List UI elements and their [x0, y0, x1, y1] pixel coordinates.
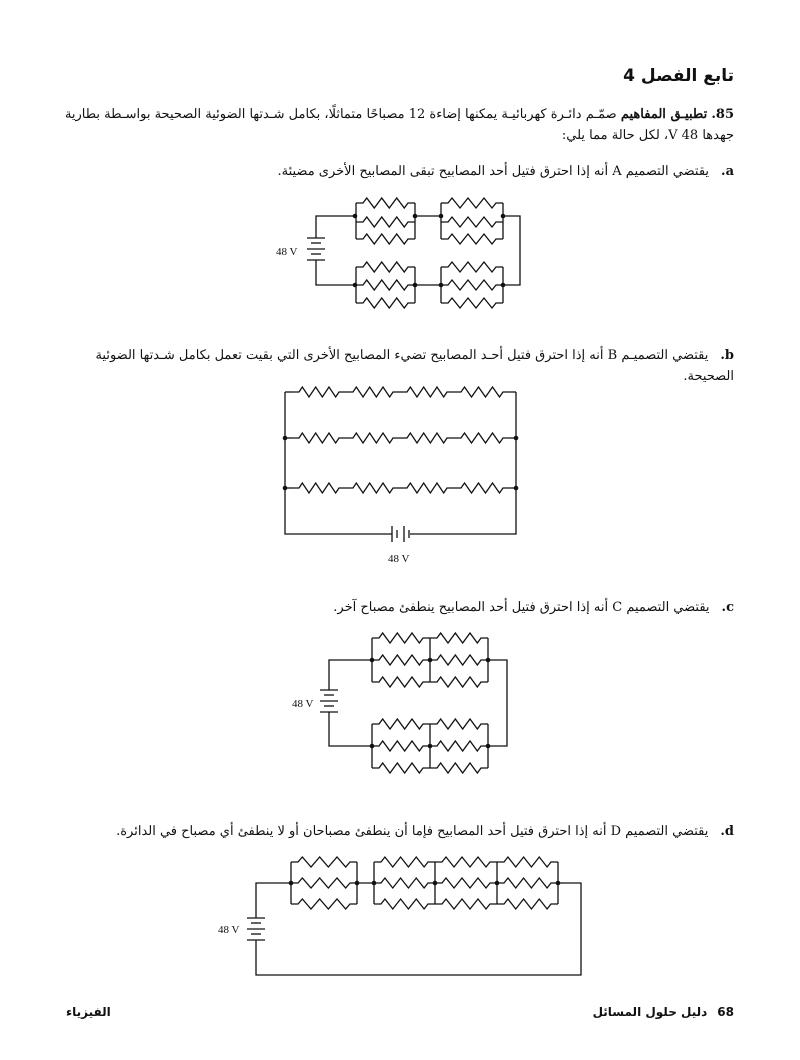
resistor [291, 857, 357, 867]
resistor [374, 857, 435, 867]
resistor [497, 857, 558, 867]
item-text: يقتضي التصميم A أنه إذا احترق فتيل أحد المصابيح تبقى المصابيح الأخرى مضيئة. [277, 164, 710, 179]
problem-text: صمّـم دائـرة كهربائيـة يمكنها إضاءة 12 مصباحًا متماثلًا، بكامل شـدتها الضوئية الصحيحة بواسـطة بطارية جهدها 48 V، لكل حالة مما يلي: [64, 107, 734, 143]
resistor [435, 857, 497, 867]
resistor [291, 878, 357, 888]
item-label: a. [721, 164, 734, 179]
resistor [374, 899, 435, 909]
wires [256, 862, 581, 975]
battery-label: 48 V [292, 698, 314, 710]
resistor [291, 899, 357, 909]
item-text: يقتضي التصميـم B أنه إذا احترق فتيل أحـد المصابيح تضيء المصابيح الأخرى التي بقيت تعمل بكامل شـدتها الضوئية الصحيحة. [95, 348, 734, 384]
section-title: تابع الفصل 4 [623, 66, 734, 86]
resistor [435, 899, 497, 909]
resistor [497, 899, 558, 909]
page-footer [66, 1005, 734, 1025]
junction-dot [289, 881, 294, 886]
junction-dot [556, 881, 561, 886]
problem-lead: تطبيـق المفاهيم [620, 107, 708, 122]
battery-label: 48 V [388, 553, 410, 565]
junction-dot [433, 881, 438, 886]
item-label: c. [721, 600, 734, 615]
junction-dot [495, 881, 500, 886]
resistor [374, 878, 435, 888]
item-text: يقتضي التصميم D أنه إذا احترق فتيل أحد المصابيح فإما أن ينطفئ مصباحان أو لا ينطفئ أي مصباح في الدائرة. [116, 824, 709, 839]
item-text: يقتضي التصميم C أنه إذا احترق فتيل أحد المصابيح ينطفئ مصباح آخر. [333, 600, 710, 615]
junction-dot [355, 881, 360, 886]
resistor [497, 878, 558, 888]
junction-dot [372, 881, 377, 886]
problem-number: 85. [711, 107, 734, 122]
battery [247, 918, 265, 940]
battery-label: 48 V [218, 924, 240, 936]
battery-label: 48 V [276, 246, 298, 258]
item-label: d. [720, 824, 734, 839]
book-title: دليل حلول المسائل [592, 1005, 708, 1019]
footer-right [593, 1005, 734, 1019]
footer-subject: الفيزياء [66, 1005, 111, 1019]
item-label: b. [720, 348, 734, 363]
page-number: 68 [717, 1005, 734, 1019]
resistor [435, 878, 497, 888]
